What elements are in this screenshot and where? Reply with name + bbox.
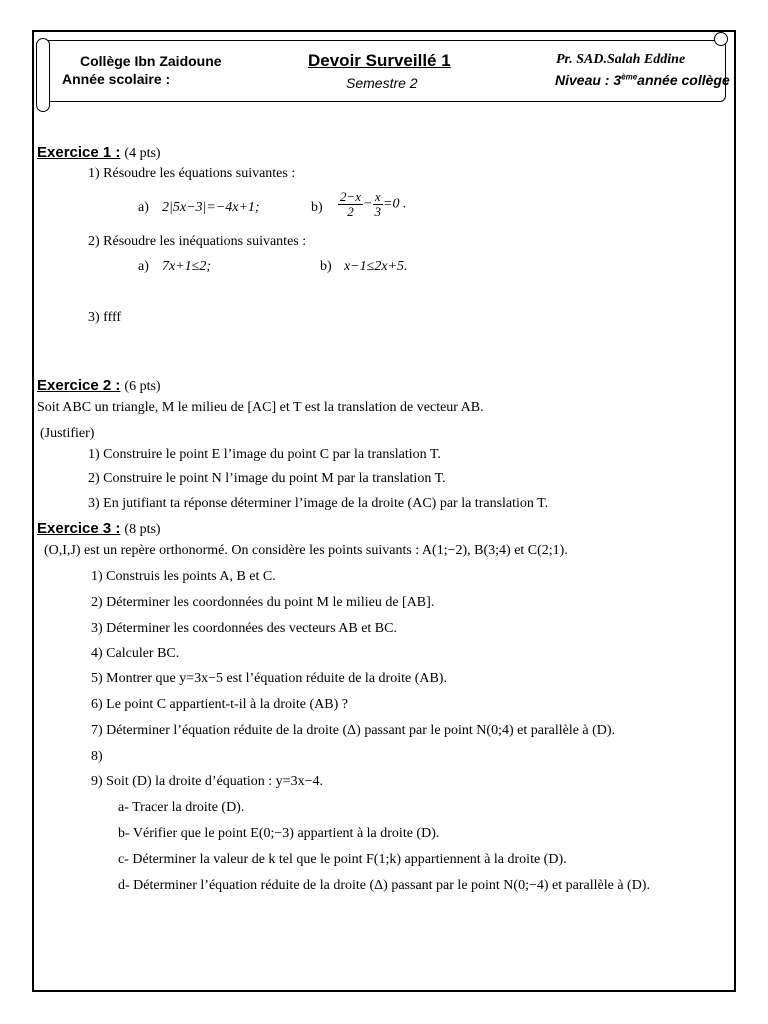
- fraction-2-num: x: [373, 190, 384, 205]
- school-name: Collège Ibn Zaidoune: [80, 53, 222, 69]
- scroll-curl-left: [36, 38, 50, 112]
- fraction-1-num: 2−x: [340, 189, 362, 204]
- equals-zero: =0 .: [383, 196, 407, 212]
- ex3-intro: (O,I,J) est un repère orthonormé. On considère les points suivants : A(1;−2), B(3;4) et C(2;1).: [44, 543, 568, 558]
- ex3-item-2: 2) Déterminer les coordonnées du point M le milieu de [AB].: [91, 595, 435, 610]
- ex3-item-1: 1) Construis les points A, B et C.: [91, 569, 276, 584]
- ex3-item-4: 4) Calculer BC.: [91, 646, 180, 661]
- ex3-item-5: 5) Montrer que y=3x−5 est l’équation réduite de la droite (AB).: [91, 671, 447, 686]
- ex2-item-3: 3) En jutifiant ta réponse déterminer l’image de la droite (AC) par la translation T.: [88, 496, 549, 511]
- fraction-1: [338, 190, 363, 219]
- ex3-item-9: 9) Soit (D) la droite d’équation : y=3x−4.: [91, 774, 323, 789]
- exercise-2-heading: [37, 377, 161, 395]
- ex2-item-1: 1) Construire le point E l’image du point C par la translation T.: [88, 447, 441, 462]
- scroll-curl-right: [714, 32, 728, 46]
- ex3-sub-c: c- Déterminer la valeur de k tel que le point F(1;k) appartiennent à la droite (D).: [118, 852, 567, 867]
- ex1-q1b-label: b): [311, 200, 323, 215]
- fraction-1-den: 2: [347, 204, 354, 219]
- exercise-3-heading: [37, 520, 161, 538]
- ex1-q2: 2) Résoudre les inéquations suivantes :: [88, 234, 307, 249]
- ex1-q1: 1) Résoudre les équations suivantes :: [88, 166, 296, 181]
- level-sup: ème: [621, 72, 638, 82]
- level-prefix: Niveau : 3: [555, 72, 622, 88]
- school-year-label: Année scolaire :: [62, 71, 171, 87]
- minus-sign: −: [363, 196, 373, 212]
- ex3-sub-d: d- Déterminer l’équation réduite de la droite (Δ) passant par le point N(0;−4) et parallèle à (D).: [118, 878, 650, 893]
- fraction-2-den: 3: [374, 204, 381, 219]
- ex1-q1a-label: a): [138, 200, 149, 215]
- ex1-q2b-label: b): [320, 259, 332, 274]
- fraction-2: [373, 190, 384, 219]
- exercise-1-points: (4 pts): [124, 146, 161, 161]
- ex3-item-3: 3) Déterminer les coordonnées des vecteurs AB et BC.: [91, 621, 397, 636]
- ex3-sub-a: a- Tracer la droite (D).: [118, 800, 245, 815]
- teacher-name: Pr. SAD.Salah Eddine: [556, 52, 686, 67]
- ex1-q2a: 7x+1≤2;: [162, 259, 212, 274]
- ex1-q3: 3) ffff: [88, 310, 122, 325]
- level-suffix: année collège: [637, 72, 730, 88]
- exercise-2-points: (6 pts): [124, 379, 161, 394]
- ex3-item-8: 8): [91, 749, 103, 764]
- ex3-sub-b: b- Vérifier que le point E(0;−3) appartient à la droite (D).: [118, 826, 440, 841]
- exercise-3-points: (8 pts): [124, 522, 161, 537]
- ex2-intro: Soit ABC un triangle, M le milieu de [AC] et T est la translation de vecteur AB.: [37, 400, 484, 415]
- ex3-item-7: 7) Déterminer l’équation réduite de la droite (Δ) passant par le point N(0;4) et parallèle à (D).: [91, 723, 616, 738]
- ex1-q2b: x−1≤2x+5.: [344, 259, 408, 274]
- ex2-justify: (Justifier): [40, 426, 95, 441]
- ex3-item-6: 6) Le point C appartient-t-il à la droite (AB) ?: [91, 697, 348, 712]
- level: [555, 72, 730, 88]
- exercise-3-title: Exercice 3 :: [37, 520, 121, 537]
- exercise-1-heading: [37, 144, 161, 162]
- exercise-1-title: Exercice 1 :: [37, 144, 121, 161]
- ex2-item-2: 2) Construire le point N l’image du point M par la translation T.: [88, 471, 446, 486]
- semester: Semestre 2: [346, 75, 418, 91]
- exercise-2-title: Exercice 2 :: [37, 377, 121, 394]
- page-title: Devoir Surveillé 1: [308, 51, 451, 70]
- ex1-q1a: 2|5x−3|=−4x+1;: [162, 200, 260, 215]
- ex1-q1b: [338, 190, 406, 219]
- ex1-q2a-label: a): [138, 259, 149, 274]
